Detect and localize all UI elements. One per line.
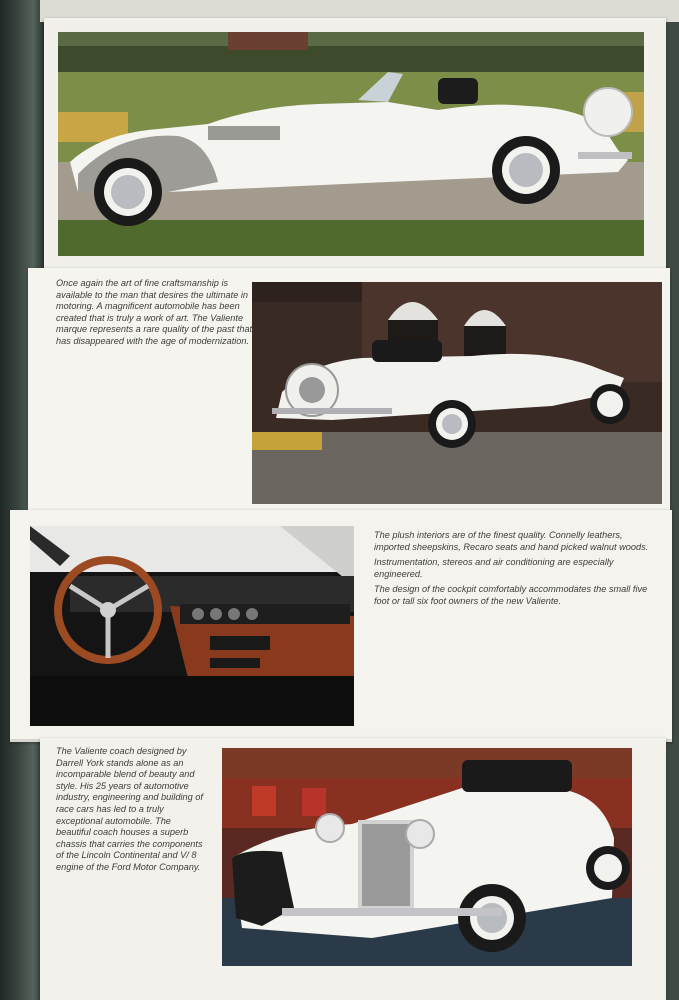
brochure-panel-2 — [28, 268, 670, 513]
interior-paragraph-3: The design of the cockpit comfortably accommodates the small five foot or tall six foot owners of the new Valiente. — [374, 584, 648, 606]
interior-paragraph-2: Instrumentation, stereos and air conditioning are especially engineered. — [374, 557, 614, 579]
car-rear-view-photo — [252, 282, 662, 504]
interior-description — [374, 530, 656, 612]
brochure-panel-4 — [40, 738, 666, 1000]
car-side-view-photo — [58, 32, 644, 256]
brochure-panel-1 — [44, 18, 666, 272]
brochure-panel-3 — [10, 510, 672, 742]
interior-dashboard-photo — [30, 526, 354, 726]
designer-paragraph: The Valiente coach designed by Darrell York stands alone as an incomparable blend of beauty and style. His 25 years of automotive industry, engineering and building of race cars has led to a truly exceptional automobile. The beautiful coach houses a superb chassis that carries the components of the Lincoln Continental and V/ 8 engine of the Ford Motor Company. — [56, 746, 203, 872]
interior-paragraph-1: The plush interiors are of the finest quality. Connelly leathers, imported sheepskins, Recaro seats and hand picked walnut woods. — [374, 530, 649, 552]
car-front-view-photo — [222, 748, 632, 966]
craftsmanship-paragraph: Once again the art of fine craftsmanship is available to the man that desires the ultimate in motoring. A magnificent automobile has been created that is truly a work of art. The Valiente marque represents a rare quality of the past that has disappeared with the age of modernization. — [56, 278, 253, 346]
